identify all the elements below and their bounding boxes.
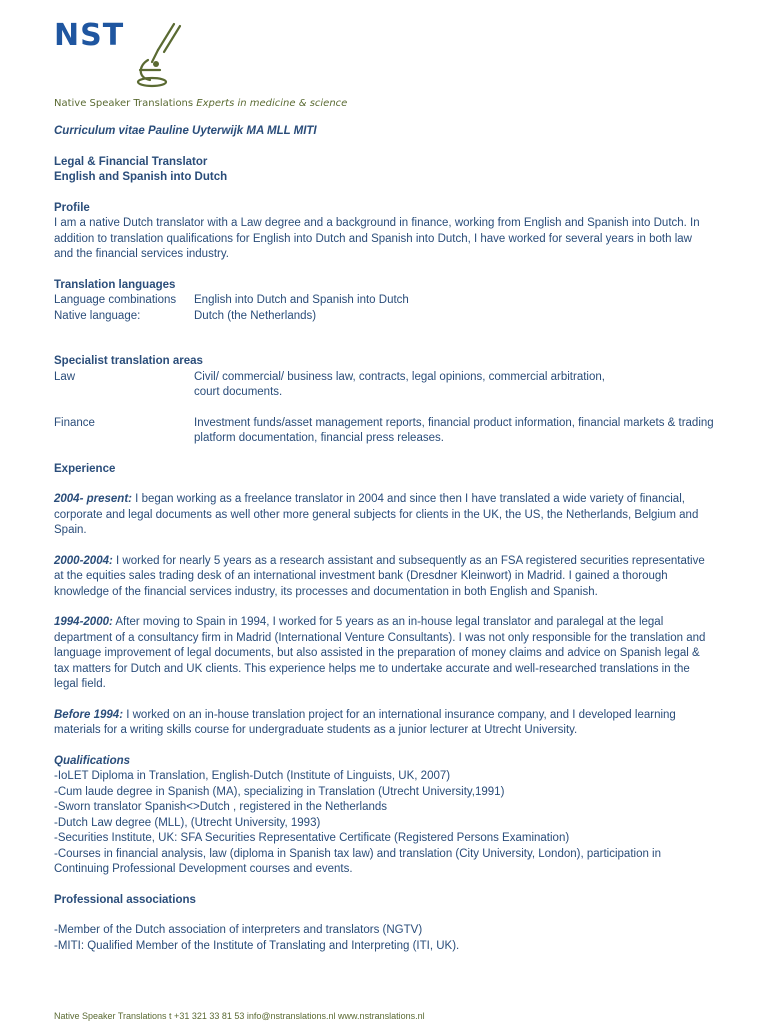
qualification-item: -Sworn translator Spanish<>Dutch , registered in the Netherlands <box>54 801 388 813</box>
company-name: Native Speaker Translations <box>54 98 194 109</box>
experience-item <box>54 708 714 739</box>
experience-heading: Experience <box>54 462 116 475</box>
cv-content <box>54 124 714 954</box>
company-slogan: Experts in medicine & science <box>196 98 348 109</box>
experience-text: I began working as a freelance translator in 2004 and since then I have translated a wide variety of financial, corporate and legal documents as well other more general subjects for clients in the UK, the US, the Netherlands, Belgium and Spain. <box>54 493 699 536</box>
experience-item <box>54 615 714 693</box>
area-row <box>54 370 714 401</box>
language-row <box>54 293 714 309</box>
qualification-item: -Securities Institute, UK: SFA Securities Representative Certificate (Registered Persons Examination) <box>54 832 570 844</box>
experience-period: Before 1994: <box>54 708 124 721</box>
areas-heading: Specialist translation areas <box>54 355 203 367</box>
role-title: Legal & Financial Translator <box>54 155 208 168</box>
language-value: English into Dutch and Spanish into Dutch <box>194 294 409 306</box>
language-row <box>54 309 714 325</box>
experience-item <box>54 492 714 539</box>
area-value: Civil/ commercial/ business law, contracts, legal opinions, commercial arbitration, court documents. <box>194 370 605 398</box>
profile-text: I am a native Dutch translator with a Law degree and a background in finance, working from English and Spanish into Dutch. In addition to translation qualifications for English into Dutch and Spanish into Dutch, I have worked for several years in both law and the financial services industry. <box>54 217 700 260</box>
role-languages: English and Spanish into Dutch <box>54 171 228 183</box>
experience-text: After moving to Spain in 1994, I worked for 5 years as an in-house legal translator and paralegal at the legal department of a consultancy firm in Madrid (International Venture Consultants). I was not only responsible for the translation and language improvement of legal documents, but also assisted in the preparation of money claims and advice on Spanish legal & tax matters for Dutch and UK clients. This experience helps me to undertake accurate and well-researched translations in the legal field. <box>54 616 706 690</box>
qualification-item: -Courses in financial analysis, law (diploma in Spanish tax law) and translation (City University, London), participation in Continuing Professional Development courses and events. <box>54 847 662 875</box>
cv-title: Curriculum vitae Pauline Uyterwijk MA MLL MITI <box>54 125 317 137</box>
footer-contact: Native Speaker Translations t +31 321 33 81 53 info@nstranslations.nl www.nstranslations.nl <box>54 1011 425 1021</box>
experience-period: 1994-2000: <box>54 616 113 628</box>
experience-text: I worked on an in-house translation project for an international insurance company, and I developed learning materials for a writing skills course for undergraduate students as a junior lecturer at Utrecht University. <box>54 708 676 736</box>
area-label: Finance <box>54 416 95 429</box>
area-row <box>54 416 714 447</box>
qualification-item: -IoLET Diploma in Translation, English-Dutch (Institute of Linguists, UK, 2007) <box>54 770 451 782</box>
language-label: Language combinations <box>54 294 177 306</box>
area-value: Investment funds/asset management reports, financial product information, financial markets & trading platform documentation, financial press releases. <box>194 416 714 444</box>
experience-period: 2004- present: <box>54 493 132 505</box>
languages-heading: Translation languages <box>54 278 176 291</box>
language-value: Dutch (the Netherlands) <box>194 309 317 322</box>
experience-period: 2000-2004: <box>54 554 113 567</box>
logo-text: NST <box>54 18 125 53</box>
tagline <box>54 96 347 112</box>
area-label: Law <box>54 370 76 383</box>
experience-item <box>54 554 714 601</box>
qualification-item: -Dutch Law degree (MLL), (Utrecht University, 1993) <box>54 816 321 829</box>
profile-heading: Profile <box>54 201 90 214</box>
microscope-icon <box>130 20 184 90</box>
qualification-item: -Cum laude degree in Spanish (MA), specializing in Translation (Utrecht University,1991) <box>54 785 505 798</box>
association-item: -Member of the Dutch association of interpreters and translators (NGTV) <box>54 924 423 936</box>
association-item: -MITI: Qualified Member of the Institute of Translating and Interpreting (ITI, UK). <box>54 939 460 952</box>
experience-text: I worked for nearly 5 years as a research assistant and subsequently as an FSA registered securities representative at the equities sales trading desk of an international investment bank (Dresdner Kleinwort) in Madrid. I gained a thorough knowledge of the financial services industry, its processes and documentation in both English and Spanish. <box>54 554 705 598</box>
qualifications-heading: Qualifications <box>54 754 131 767</box>
associations-heading: Professional associations <box>54 893 196 906</box>
language-label: Native language: <box>54 309 141 322</box>
